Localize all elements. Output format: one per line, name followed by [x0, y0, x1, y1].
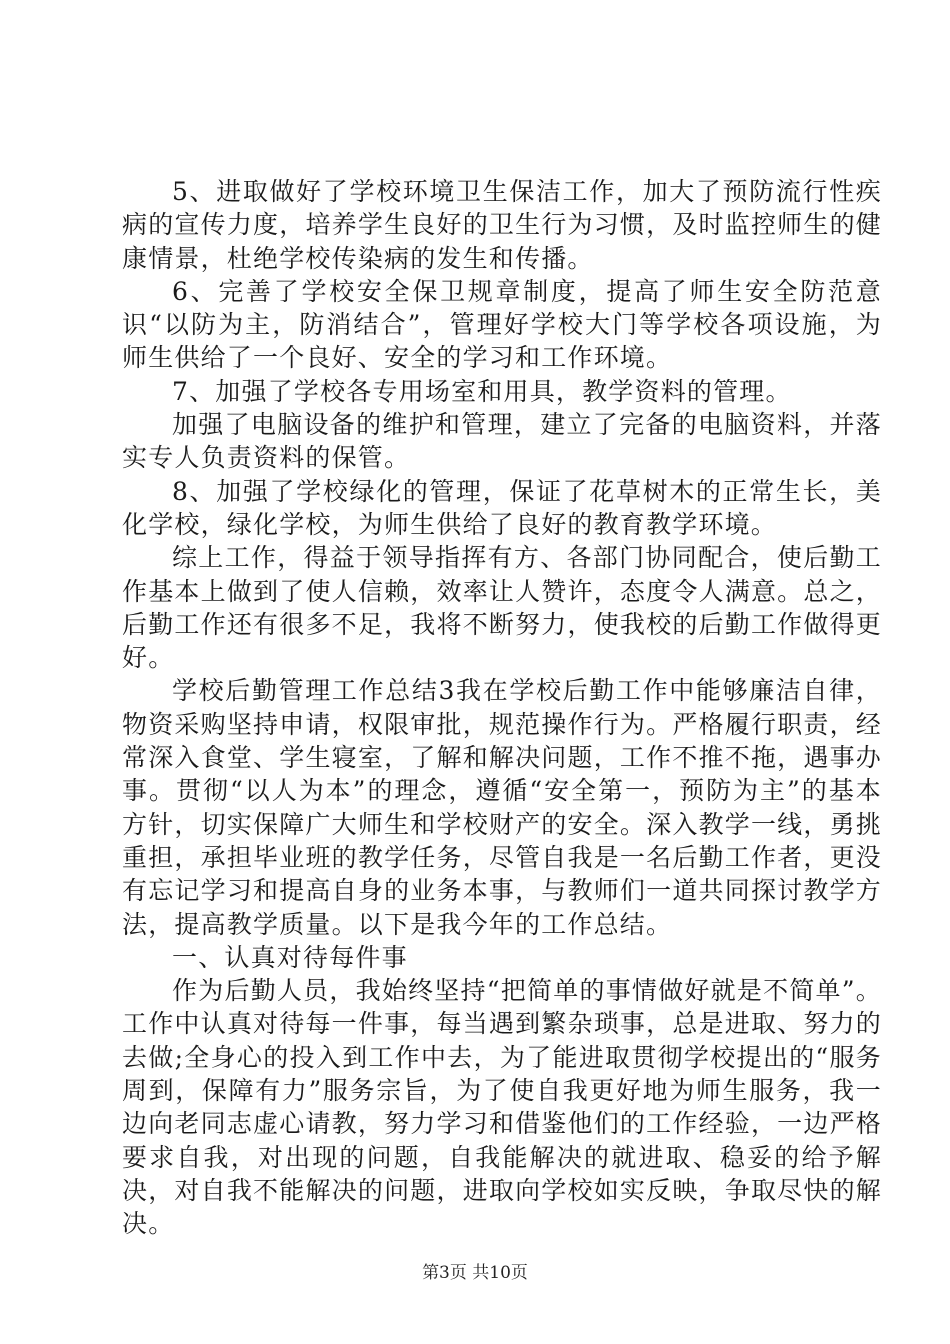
paragraph-item-7: 7、加强了学校各专用场室和用具，教学资料的管理。	[172, 376, 792, 406]
paragraph-item-5: 5、进取做好了学校环境卫生保洁工作，加大了预防流行性疾病的宣传力度，培养学生良好的卫生行为习惯，及时监控师生的健康情景，杜绝学校传染病的发生和传播。	[122, 177, 882, 273]
paragraph-computer-maintenance: 加强了电脑设备的维护和管理，建立了完备的电脑资料，并落实专人负责资料的保管。	[122, 410, 882, 473]
document-body	[122, 175, 882, 1241]
paragraph-item-6: 6、完善了学校安全保卫规章制度，提高了师生安全防范意识“以防为主，防消结合”，管理好学校大门等学校各项设施，为师生供给了一个良好、安全的学习和工作环境。	[122, 276, 882, 373]
paragraph-summary: 综上工作，得益于领导指挥有方、各部门协同配合，使后勤工作基本上做到了使人信赖，效率让人赞许，态度令人满意。总之，后勤工作还有很多不足，我将不断努力，使我校的后勤工作做得更好。	[122, 543, 882, 673]
section-heading: 一、认真对待每件事	[172, 942, 408, 972]
paragraph-section-body: 作为后勤人员，我始终坚持“把简单的事情做好就是不简单”。工作中认真对待每一件事，每当遇到繁杂琐事，总是进取、努力的去做;全身心的投入到工作中去，为了能进取贯彻学校提出的“服务周到，保障有力”服务宗旨，为了使自我更好地为师生服务，我一边向老同志虚心请教，努力学习和借鉴他们的工作经验，一边严格要求自我，对出现的问题，自我能解决的就进取、稳妥的给予解决，对自我不能解决的问题，进取向学校如实反映，争取尽快的解决。	[122, 976, 882, 1239]
page-footer: 第3页 共10页	[422, 1263, 528, 1283]
paragraph-item-8: 8、加强了学校绿化的管理，保证了花草树木的正常生长，美化学校，绿化学校，为师生供给了良好的教育教学环境。	[122, 476, 882, 539]
paragraph-summary-3-intro: 学校后勤管理工作总结3我在学校后勤工作中能够廉洁自律，物资采购坚持申请，权限审批，规范操作行为。严格履行职责，经常深入食堂、学生寝室，了解和解决问题，工作不推不拖，遇事办事。贯彻“以人为本”的理念，遵循“安全第一，预防为主”的基本方针，切实保障广大师生和学校财产的安全。深入教学一线，勇挑重担，承担毕业班的教学任务，尽管自我是一名后勤工作者，更没有忘记学习和提高自身的业务本事，与教师们一道共同探讨教学方法，提高教学质量。以下是我今年的工作总结。	[122, 676, 882, 939]
